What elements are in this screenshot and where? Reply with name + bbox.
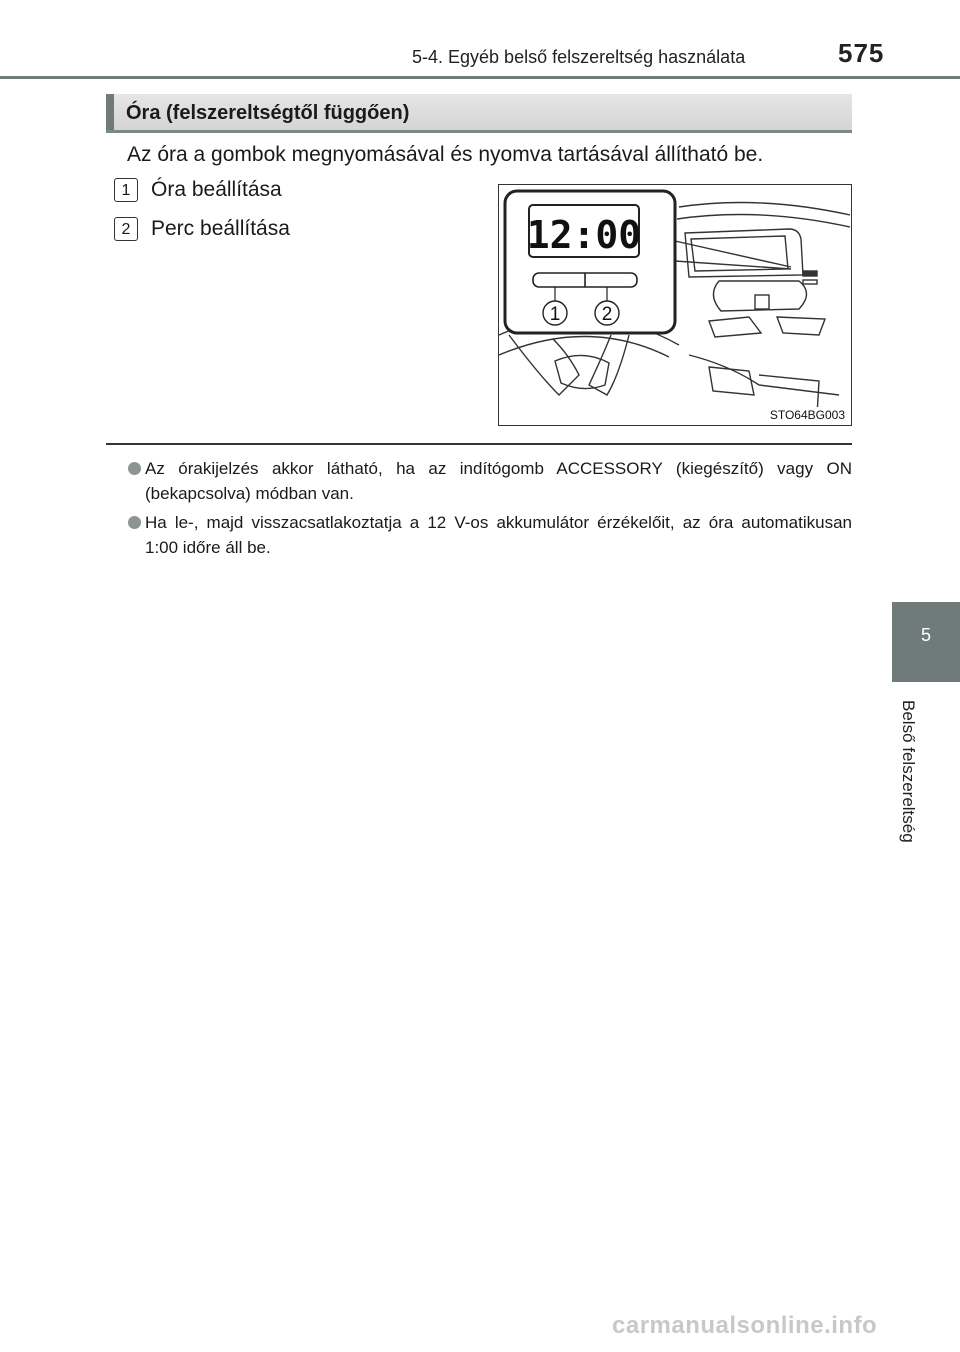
callout-1: 1 [549, 304, 561, 325]
note-bullet-2 [128, 510, 852, 560]
clock-illustration [498, 184, 852, 426]
header-title: 5-4. Egyéb belső felszereltség használata [412, 47, 746, 67]
page-number: 575 [838, 38, 885, 68]
note-bullet-1 [128, 456, 852, 506]
chapter-label: Belső felszereltség [899, 700, 918, 843]
callout-2: 2 [601, 304, 613, 325]
intro-text: Az óra a gombok megnyomásával és nyomva tartásával állítható be. [127, 143, 764, 166]
section-heading-bar [106, 94, 852, 133]
header-divider [0, 76, 960, 79]
section-title: Óra (felszereltségtől függően) [126, 102, 410, 124]
bullet-dot-icon [128, 462, 141, 475]
watermark: carmanualsonline.info [612, 1312, 878, 1339]
note-text-1: Az órakijelzés akkor látható, ha az indítógomb ACCESSORY (kiegészítő) vagy ON (bekapcsolva) módban van. [145, 459, 852, 503]
step-label-2: Perc beállítása [151, 217, 290, 240]
figure-code: STO64BG003 [769, 408, 845, 422]
note-text-2: Ha le-, majd visszacsatlakoztatja a 12 V-os akkumulátor érzékelőit, az óra automatikusan 1:00 időre áll be. [145, 513, 852, 557]
step-number-2: 2 [114, 217, 138, 241]
dashboard-drawing [499, 185, 850, 424]
bullet-dot-icon [128, 516, 141, 529]
step-number-1: 1 [114, 178, 138, 202]
step-label-1: Óra beállítása [151, 178, 282, 201]
section-divider [106, 443, 852, 445]
chapter-number: 5 [920, 625, 931, 645]
section-accent [106, 94, 114, 130]
display-time-readout: 12:00 [526, 213, 642, 257]
